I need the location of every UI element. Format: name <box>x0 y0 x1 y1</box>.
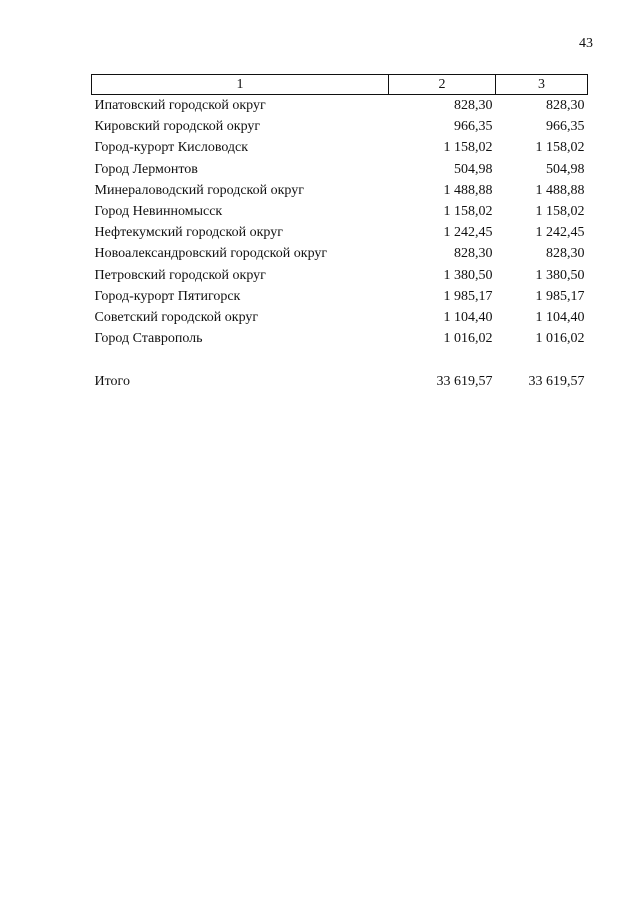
data-table <box>91 74 588 392</box>
row-name: Город-курорт Кисловодск <box>94 140 249 156</box>
row-value-col3: 1 488,88 <box>535 182 585 198</box>
table-header <box>92 75 588 95</box>
row-name: Город Лермонтов <box>94 161 198 177</box>
table-row <box>92 159 588 180</box>
column-header-1: 1 <box>92 75 389 95</box>
row-value-col3: 966,35 <box>546 119 585 135</box>
row-value-col3: 1 242,45 <box>535 225 585 241</box>
allocation-table <box>91 74 587 392</box>
row-name: Советский городской округ <box>94 309 259 325</box>
table-row <box>92 307 588 328</box>
row-name: Город Невинномысск <box>94 204 223 220</box>
row-name: Минераловодский городской округ <box>94 182 304 198</box>
table-row <box>92 137 588 158</box>
row-value-col3: 828,30 <box>546 246 585 262</box>
table-row <box>92 286 588 307</box>
row-value-col3: 828,30 <box>546 98 585 114</box>
row-name: Нефтекумский городской округ <box>94 225 283 241</box>
row-name: Новоалександровский городской округ <box>94 246 328 262</box>
table-row <box>92 222 588 243</box>
row-value-col3: 1 016,02 <box>535 331 585 347</box>
table-row <box>92 180 588 201</box>
row-name: Кировский городской округ <box>94 119 261 135</box>
column-header-2: 2 <box>389 75 496 95</box>
row-value-col2: 966,35 <box>454 119 493 135</box>
row-value-col2: 1 158,02 <box>443 204 493 220</box>
table-row <box>92 116 588 137</box>
table-row <box>92 265 588 286</box>
row-value-col3: 1 158,02 <box>535 204 585 220</box>
row-value-col2: 1 488,88 <box>443 182 493 198</box>
total-value-col2: 33 619,57 <box>436 374 493 390</box>
row-value-col3: 1 380,50 <box>535 267 585 283</box>
row-value-col3: 1 158,02 <box>535 140 585 156</box>
row-value-col2: 1 380,50 <box>443 267 493 283</box>
table-row <box>92 328 588 349</box>
header-row <box>92 75 588 95</box>
table-body <box>92 95 588 393</box>
table-row <box>92 243 588 264</box>
row-value-col3: 1 104,40 <box>535 309 585 325</box>
total-value-col3: 33 619,57 <box>528 374 585 390</box>
row-value-col2: 1 016,02 <box>443 331 493 347</box>
row-value-col2: 828,30 <box>454 246 493 262</box>
table-row <box>92 201 588 222</box>
spacer-row <box>92 349 588 371</box>
row-value-col2: 1 242,45 <box>443 225 493 241</box>
row-value-col3: 1 985,17 <box>535 288 585 304</box>
row-name: Город Ставрополь <box>94 331 203 347</box>
row-value-col3: 504,98 <box>546 161 585 177</box>
row-value-col2: 1 104,40 <box>443 309 493 325</box>
row-value-col2: 1 985,17 <box>443 288 493 304</box>
row-value-col2: 504,98 <box>454 161 493 177</box>
row-value-col2: 1 158,02 <box>443 140 493 156</box>
column-header-3: 3 <box>496 75 588 95</box>
total-label: Итого <box>94 374 130 390</box>
total-row <box>92 371 588 392</box>
row-name: Город-курорт Пятигорск <box>94 288 241 304</box>
table-row <box>92 95 588 117</box>
row-value-col2: 828,30 <box>454 98 493 114</box>
row-name: Ипатовский городской округ <box>94 98 266 114</box>
row-name: Петровский городской округ <box>94 267 266 283</box>
page-number: 43 <box>579 36 593 51</box>
